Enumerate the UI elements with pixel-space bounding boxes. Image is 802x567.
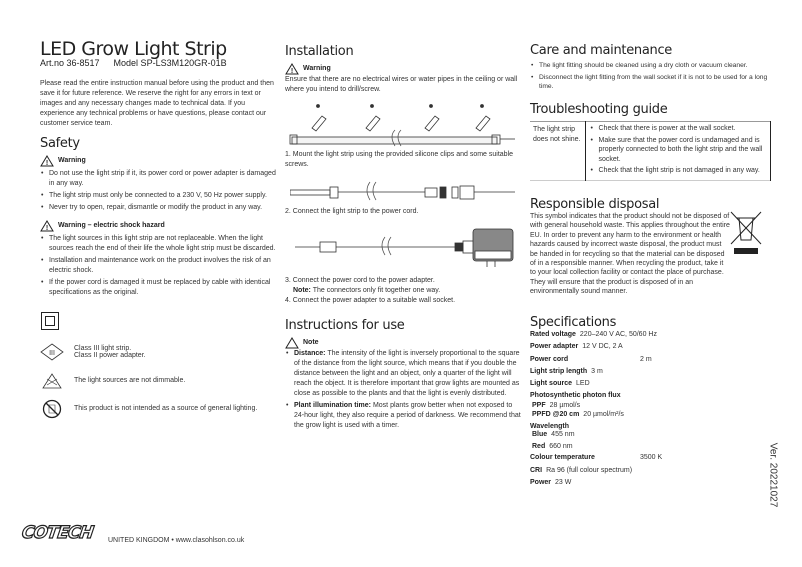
instructions-heading: Instructions for use [285,318,405,333]
svg-text:III: III [49,350,55,357]
installation-heading: Installation [285,44,354,59]
list-item: • Do not use the light strip if it, its power cord or power adapter is damaged in any way. [40,169,278,189]
list-item: • Never try to open, repair, dismantle or modify the product in any way. [40,203,278,213]
disposal-text: This symbol indicates that the product should not be disposed of with general household waste. This applies throughout the entire EU. In order to prevent any harm to the environment or health hazards caused by incorrect waste disposal, the product must be handed in for recycling so that the material can be disposed of in a responsible manner. When recycling the product, take it to your local collection facility or contact the place of purchase. They will ensure that the product is disposed of in an environmentally sound manner. [530,213,730,296]
installation-warning-text: Ensure that there are no electrical wires or water pipes in the ceiling or wall where you intend to drill/screw. [285,76,518,93]
no-general-lighting-icon [42,399,62,419]
weee-bin-icon [730,210,762,258]
shock-warning: Warning – electric shock hazard [40,220,165,232]
warning-icon [40,155,54,167]
safety-heading: Safety [40,136,80,151]
spec-cri: CRI Ra 96 (full colour spectrum) [530,467,633,474]
spec-power: Power 23 W [530,479,572,486]
electric-shock-warning-icon [40,220,54,232]
step-3: 3. Connect the power cord to the power adapter. [285,277,435,284]
spec-ppf-title: Photosynthetic photon flux [530,392,621,399]
spec-ppfd: PPFD @20 cm 20 µmol/m²/s [532,411,624,418]
product-ids [40,58,227,68]
list-item: • Installation and maintenance work on the product involves the risk of an electric shock. [40,256,278,276]
warning-icon [285,63,299,75]
troubleshooting-heading: Troubleshooting guide [530,102,668,117]
installation-warning: Warning [285,63,331,75]
art-no: Art.no 36-8517 [40,58,100,68]
shock-list [40,234,278,300]
intro-text: Please read the entire instruction manual before using the product and then save it for future reference. We reserve the right for any errors in text or images and any necessary changes made to technical data. If you experience any technical problems or have questions, please contact our customer service team. [40,80,274,127]
not-dimmable-icon [42,373,62,389]
spec-blue: Blue 455 nm [532,431,575,438]
safety-warning: Warning [40,155,86,167]
spec-power-adapter: Power adapter 12 V DC, 2 A [530,343,623,350]
steps-3-4: 3. Connect the power cord to the power adapter. Note: The connectors only fit together one way. 4. Connect the power adapter to a suitable wall socket. [285,276,520,306]
list-item: • Plant illumination time: Most plants grow better when not exposed to 24-hour light, they also require a period of darkness. We recommend that the grow light is used with a timer. [285,401,521,431]
list-item: • The light strip must only be connected to a 230 V, 50 Hz power supply. [40,191,278,201]
footer-text: UNITED KINGDOM • www.clasohlson.co.uk [108,537,245,544]
spec-strip-length: Light strip length 3 m [530,368,603,375]
spec-colour-temp: Colour temperature 3500 K [530,454,663,461]
list-item: • Disconnect the light fitting from the wall socket if it is not to be used for a long time. [530,73,770,92]
note-icon [285,337,299,349]
list-item: • If the power cord is damaged it must be replaced by cable with identical specifications as the original. [40,278,278,298]
page-title: LED Grow Light Strip [40,38,227,60]
step-4: 4. Connect the power adapter to a suitable wall socket. [285,297,456,304]
disposal-heading: Responsible disposal [530,197,660,212]
class-ii-icon [41,312,59,330]
spec-rated-voltage: Rated voltage 220–240 V AC, 50/60 Hz [530,331,657,338]
troubleshooting-table [530,121,771,181]
spec-ppf: PPF 28 µmol/s [532,402,581,409]
spec-red: Red 660 nm [532,443,573,450]
adapter-connection-diagram [295,225,515,270]
cotech-logo: COTECH [20,523,95,543]
model: Model SP-LS3M120GR-01B [113,58,227,68]
problem-cell: The light strip does not shine. [530,122,585,181]
list-item: • Make sure that the power cord is undamaged and is properly connected to both the light strip and the wall socket. [590,136,767,165]
list-item: • Distance: The intensity of the light is inversely proportional to the square of the distance from the light source, which means that if you double the distance between the light and an object, only a quarter of the light will reach the object. It is therefore important that grow lights are mounted as close as possible to the plants and that the light is evenly distributed. [285,349,521,399]
not-dimmable-row: The light sources are not dimmable. [42,373,185,389]
cord-connection-diagram [290,180,515,202]
care-list [530,61,770,94]
safety-list [40,169,278,215]
step-2: 2. Connect the light strip to the power cord. [285,208,419,215]
list-item: • Check that the light strip is not damaged in any way. [590,166,767,176]
list-item: • The light fitting should be cleaned using a dry cloth or vacuum cleaner. [530,61,770,71]
spec-wavelength-title: Wavelength [530,423,570,430]
instructions-list [285,349,521,433]
spec-light-source: Light source LED [530,380,590,387]
list-item: • The light sources in this light strip are not replaceable. When the light sources reach the end of their life the whole light strip must be discarded. [40,234,278,254]
class-iii-icon [40,343,64,361]
class-iii-row: III Class III light strip. Class II power adapter. [40,343,146,361]
specifications-heading: Specifications [530,315,617,330]
instructions-note: Note [285,337,319,349]
spec-power-cord: Power cord 2 m [530,356,652,363]
mounting-diagram [285,100,517,148]
no-general-lighting-row: This product is not intended as a source of general lighting. [42,399,257,419]
step-1: 1. Mount the light strip using the provided silicone clips and some suitable screws. [285,151,514,168]
care-heading: Care and maintenance [530,43,672,58]
list-item: • Check that there is power at the wall socket. [590,124,767,134]
version-label: Ver. 20221027 [767,442,779,508]
